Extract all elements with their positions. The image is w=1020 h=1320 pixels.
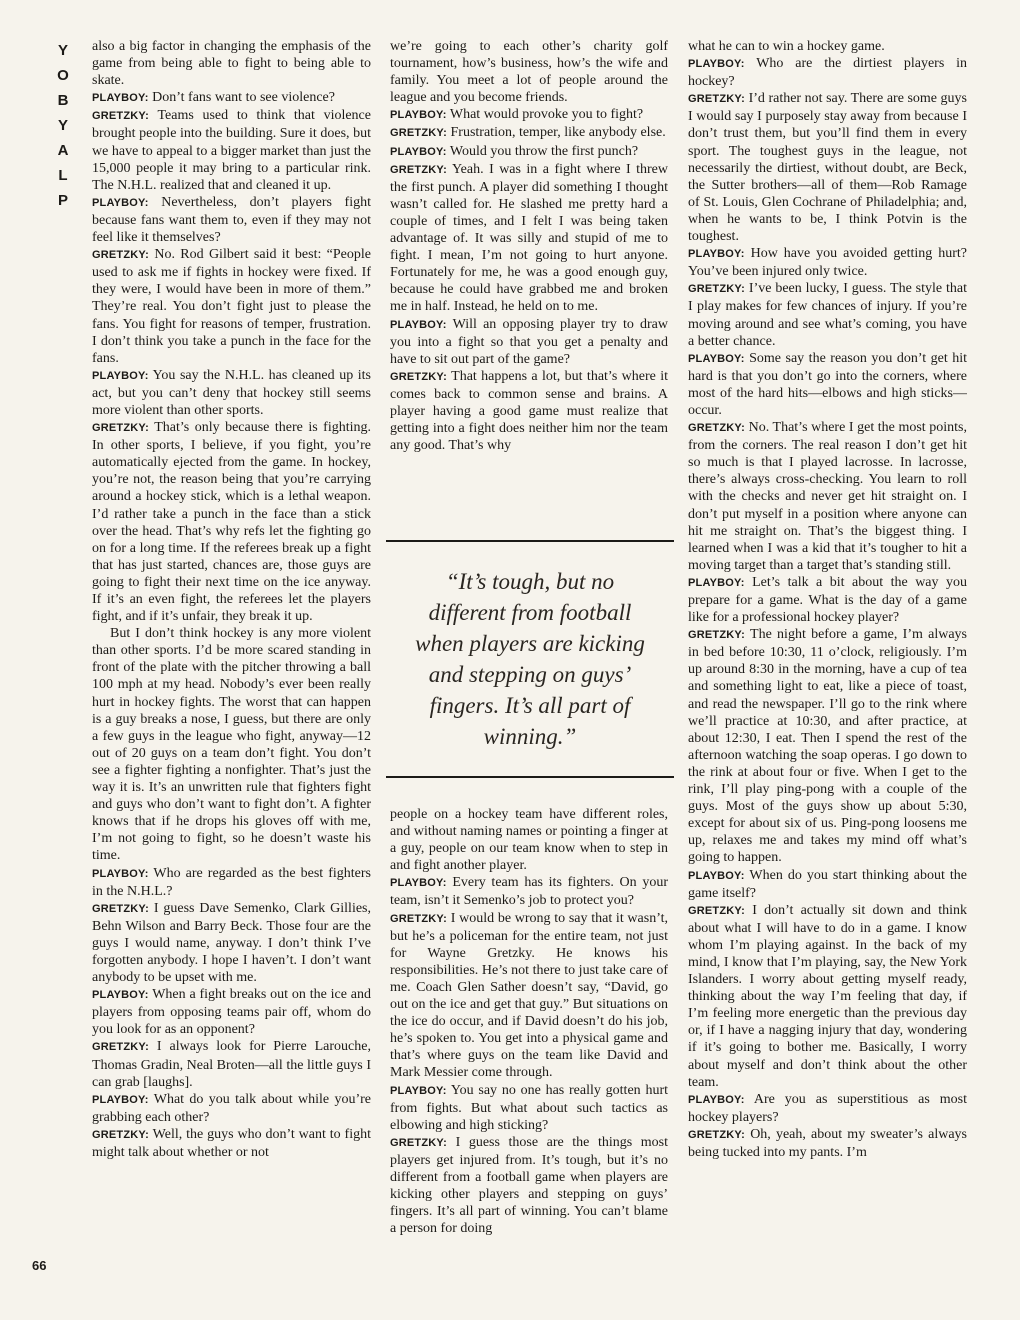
paragraph-text: Well, the guys who don’t want to fight might talk about whether or not (92, 1126, 371, 1160)
speaker-label-gretzky: GRETZKY: (688, 1128, 746, 1141)
paragraph-text: I always look for Pierre Larouche, Thomas Gradin, Neal Broten—all the little guys I can grab [laughs]. (92, 1039, 371, 1090)
speaker-label-playboy: PLAYBOY: (92, 989, 149, 1002)
paragraph-text: You say no one has really gotten hurt from fights. But what about such tactics as elbowing and high sticking? (390, 1082, 668, 1133)
speaker-label-gretzky: GRETZKY: (92, 249, 150, 262)
speaker-label-gretzky: GRETZKY: (92, 422, 150, 435)
interview-paragraph (688, 280, 967, 349)
masthead-letter: L (58, 167, 68, 184)
interview-paragraph (92, 194, 371, 246)
paragraph-text: That happens a lot, but that’s where it comes back to common sense and brains. A player having a good game must realize that getting into a fight does neither him nor the team any good. That’s why (390, 368, 668, 454)
interview-paragraph (688, 419, 967, 574)
speaker-label-playboy: PLAYBOY: (390, 145, 447, 158)
speaker-label-gretzky: GRETZKY: (688, 629, 746, 642)
speaker-label-gretzky: GRETZKY: (92, 1041, 150, 1054)
interview-paragraph (92, 865, 371, 900)
paragraph-text: we’re going to each other’s charity golf tournament, how’s business, how’s the wife and family. You meet a lot of people around the league and you become friends. (390, 39, 668, 106)
paragraph-text: I guess Dave Semenko, Clark Gillies, Behn Wilson and Barry Beck. Those four are the guys I would name, anyway. I don’t think I’ve forgotten anybody. I hope I haven’t. I don’t want anybody to be upset with me. (92, 900, 371, 986)
paragraph-text: I’ve been lucky, I guess. The style that I play makes for few chances of injury. If you’re moving around and see what’s coming, you have a better chance. (688, 281, 967, 349)
interview-paragraph (390, 143, 668, 161)
interview-paragraph (688, 1126, 967, 1161)
pull-quote-text: “It’s tough, but no different from football when players are kicking and stepping on guys’ fingers. It’s all part of winning.” (415, 569, 645, 749)
interview-paragraph (92, 625, 371, 864)
speaker-label-gretzky: GRETZKY: (390, 127, 448, 140)
speaker-label-playboy: PLAYBOY: (390, 109, 447, 122)
speaker-label-gretzky: GRETZKY: (92, 902, 150, 915)
speaker-label-playboy: PLAYBOY: (688, 869, 745, 882)
paragraph-text: The night before a game, I’m always in bed before 10:30, 11 o’clock, religiously. I’m up around 8:30 in the morning, have a cup of tea and something light to eat, like a piece of toast, and read the newspaper. I’ll go to the rink where we’ll practice at 10:30, and after practice, at about 12:30, I eat. Then I spend the rest of the afternoon watching the soap operas. I go down to the rink at about four or five. When I get to the rink, I’ll play ping-pong with a couple of the guys. Most of the guys show up about 5:30, except for about six of us. Ping-pong loosens me up, relaxes me and takes my mind off what’s going to happen. (688, 627, 967, 866)
speaker-label-gretzky: GRETZKY: (390, 912, 448, 925)
speaker-label-playboy: PLAYBOY: (390, 877, 447, 890)
masthead-letter: B (57, 92, 69, 109)
interview-paragraph (390, 368, 668, 454)
paragraph-text: But I don’t think hockey is any more violent than other sports. I’d be more scared standing in front of the plate with the pitcher throwing a ball 100 mph at my head. Nobody’s ever been really hurt in hockey fights. The worst that can happen is a guy breaks a nose, I guess, but there are only a few guys in the league who fight, anyway—12 out of 20 guys on a team don’t fight. You don’t see a fighter fighting a nonfighter. That’s just the way it is. It’s an unwritten rule that fighters fight and guys who don’t want to fight don’t. A fighter knows that if he drops his gloves off with me, I’m not going to fight, so he doesn’t waste his time. (92, 626, 371, 864)
paragraph-text: Don’t fans want to see violence? (152, 90, 335, 106)
paragraph-text: I would be wrong to say that it wasn’t, but he’s a policeman for the entire team, not just for Wayne Gretzky. He knows his responsibilities. He’s not there to just take care of me. Coach Glen Sather doesn’t say, “David, go out on the ice and get that guy.” But situations on the ice do occur, and if David doesn’t do his job, he’s spoken to. You get into a physical game and that’s where guys on the team like David and Mark Messier come through. (390, 910, 668, 1081)
speaker-label-gretzky: GRETZKY: (390, 370, 448, 383)
interview-paragraph (688, 1091, 967, 1126)
masthead-letter: P (57, 192, 68, 209)
paragraph-text: No. Rod Gilbert said it best: “People used to ask me if fights in hockey were fixed. If they were, I would have been in more of them.” They’re real. You don’t fight just to please the fans. You fight for reasons of temper, frustration. I don’t think you take a punch in the face for the fans. (92, 247, 371, 366)
interview-paragraph (688, 38, 967, 55)
paragraph-text: I guess those are the things most players get injured from. It’s tough, but it’s no different from a football game when players are kicking other players and stepping on guys’ fingers. It’s all part of winning. You can’t blame a person for doing (390, 1134, 668, 1237)
speaker-label-playboy: PLAYBOY: (688, 58, 745, 71)
paragraph-text: When do you start thinking about the game itself? (688, 867, 967, 901)
interview-paragraph (688, 902, 967, 1091)
speaker-label-gretzky: GRETZKY: (688, 422, 746, 435)
paragraph-text: I don’t actually sit down and think about what I will have to do in a game. I know whom I’m playing against. In the back of my mind, I know that I’m playing, say, the New York Islanders. I worry about getting myself ready, thinking about the way I’m feeling that day, if I’m feeling more energetic than the previous day or, if I have a nagging injury that day, wondering if it’s going to bother me. Basically, I worry about myself and don’t think about the other team. (688, 902, 967, 1090)
paragraph-text: Who are regarded as the best fighters in the N.H.L.? (92, 865, 371, 899)
speaker-label-playboy: PLAYBOY: (688, 248, 745, 261)
paragraph-text: You say the N.H.L. has cleaned up its act, but you can’t deny that hockey still seems more violent than other sports. (92, 367, 371, 418)
interview-paragraph (92, 89, 371, 107)
masthead-letter: O (57, 67, 69, 84)
paragraph-text: Oh, yeah, about my sweater’s always being tucked into my pants. I’m (688, 1126, 967, 1160)
interview-paragraph (92, 1091, 371, 1126)
paragraph-text: Yeah. I was in a fight where I threw the first punch. A player did something I thought wasn’t called for. He slashed me pretty hard a couple of times, and I felt I was being taken advantage of. It was silly and stupid of me to fight. I mean, I’m not going to hurt anyone. Fortunately for me, he was a good enough guy, because he could have grabbed me and broken me in half. Instead, he held on to me. (390, 161, 668, 315)
interview-paragraph (92, 107, 371, 193)
interview-paragraph (688, 55, 967, 90)
interview-paragraph (390, 38, 668, 106)
speaker-label-playboy: PLAYBOY: (92, 867, 149, 880)
interview-paragraph (688, 245, 967, 280)
text-column-2-lower (390, 806, 668, 1237)
paragraph-text: Are you as superstitious as most hockey players? (688, 1091, 967, 1125)
interview-paragraph (390, 1134, 668, 1238)
paragraph-text: Let’s talk a bit about the way you prepare for a game. What is the day of a game like for a professional hockey player? (688, 574, 967, 626)
interview-paragraph (688, 626, 967, 866)
interview-paragraph (688, 350, 967, 419)
paragraph-text: what he can to win a hockey game. (688, 39, 885, 54)
interview-paragraph (390, 124, 668, 142)
speaker-label-playboy: PLAYBOY: (390, 1084, 447, 1097)
pull-quote-box (386, 540, 674, 778)
interview-paragraph (688, 90, 967, 245)
text-column-1 (92, 38, 371, 1290)
masthead-letter: Y (57, 117, 68, 134)
paragraph-text: Nevertheless, don’t players fight because fans want them to, even if they may not feel like it themselves? (92, 194, 371, 246)
paragraph-text: Frustration, temper, like anybody else. (450, 125, 666, 141)
paragraph-text: Will an opposing player try to draw you into a fight so that you get a penalty and have to sit out part of the game? (390, 316, 668, 367)
interview-paragraph (390, 316, 668, 368)
interview-paragraph (92, 367, 371, 419)
interview-paragraph (390, 161, 668, 316)
interview-paragraph (92, 986, 371, 1038)
interview-paragraph (390, 1082, 668, 1134)
speaker-label-playboy: PLAYBOY: (688, 1093, 745, 1106)
paragraph-text: people on a hockey team have different roles, and without naming names or pointing a finger at a guy, people on our team know when to step in and fight another player. (390, 807, 668, 874)
interview-paragraph (92, 419, 371, 625)
speaker-label-gretzky: GRETZKY: (688, 283, 746, 296)
speaker-label-gretzky: GRETZKY: (390, 1136, 448, 1149)
speaker-label-playboy: PLAYBOY: (688, 576, 745, 589)
paragraph-text: No. That’s where I get the most points, from the corners. The real reason I don’t get hit so much is that I played lacrosse. In lacrosse, there’s always cross-checking. You learn to roll with the checks and never get hit straight on. I don’t put myself in a position where anyone can hit me straight on. That’s the biggest thing. I learned when I was a kid that it’s tougher to hit a moving target than a target that’s standing still. (688, 420, 967, 573)
paragraph-text: What do you talk about while you’re grabbing each other? (92, 1091, 371, 1125)
playboy-masthead-vertical (52, 38, 74, 213)
page-number: 66 (32, 1258, 47, 1273)
interview-paragraph (92, 246, 371, 367)
speaker-label-gretzky: GRETZKY: (390, 163, 448, 176)
text-column-3 (688, 38, 967, 1290)
paragraph-text: also a big factor in changing the emphasis of the game from being able to fight to being able to skate. (92, 39, 371, 89)
paragraph-text: I’d rather not say. There are some guys I would say I purposely stay away from because I don’t trust them, but you’ll find them in every sport. The toughest guys in the league, not necessarily the dirtiest, without doubt, are Beck, the Sutter brothers—all of them—Rob Ramage of St. Louis, Glen Cochrane of Philadelphia; and, when he wants to be, I think Potvin is the toughest. (688, 91, 967, 245)
speaker-label-playboy: PLAYBOY: (92, 369, 149, 382)
speaker-label-playboy: PLAYBOY: (92, 92, 149, 105)
masthead-letter: A (57, 142, 69, 159)
interview-paragraph (92, 1126, 371, 1161)
text-column-2-upper (390, 38, 668, 526)
speaker-label-gretzky: GRETZKY: (688, 904, 746, 917)
speaker-label-playboy: PLAYBOY: (390, 318, 447, 331)
paragraph-text: Would you throw the first punch? (449, 143, 639, 159)
interview-paragraph (92, 900, 371, 986)
paragraph-text: What would provoke you to fight? (449, 107, 644, 123)
interview-paragraph (92, 1038, 371, 1090)
speaker-label-playboy: PLAYBOY: (92, 196, 149, 209)
paragraph-text: Teams used to think that violence brought people into the building. Sure it does, but we have to appeal to a bigger market than just the 15,000 people it may bring to a particular rink. The N.H.L. realized that and cleaned it up. (92, 108, 371, 193)
paragraph-text: Every team has its fighters. On your team, isn’t it Semenko’s job to protect you? (390, 875, 668, 909)
paragraph-text: Who are the dirtiest players in hockey? (688, 56, 967, 90)
interview-paragraph (390, 874, 668, 909)
paragraph-text: That’s only because there is fighting. In other sports, I believe, if you fight, you’re automatically ejected from the game. In hockey, you’re not, the reason being that you’re carrying around a hockey stick, which is a lethal weapon. I’d rather take a punch in the face than a stick over the head. That’s why refs let the fighting go on for a long time. If the referees break up a fight that has just started, chances are, those guys are going to fight their next time on the ice anyway. If it’s an even fight, the referees let the players fight, and if it’s unfair, they break it up. (92, 420, 371, 625)
speaker-label-gretzky: GRETZKY: (92, 110, 150, 123)
speaker-label-playboy: PLAYBOY: (688, 352, 745, 365)
interview-paragraph (92, 38, 371, 89)
interview-paragraph (688, 867, 967, 902)
interview-paragraph (390, 910, 668, 1082)
interview-paragraph (390, 106, 668, 124)
interview-paragraph (390, 806, 668, 874)
paragraph-text: When a fight breaks out on the ice and players from opposing teams pair off, whom do you look for as an opponent? (92, 987, 371, 1038)
speaker-label-playboy: PLAYBOY: (92, 1093, 149, 1106)
interview-paragraph (688, 574, 967, 626)
paragraph-text: How have you avoided getting hurt? You’ve been injured only twice. (688, 246, 967, 280)
masthead-letter: Y (57, 42, 68, 59)
speaker-label-gretzky: GRETZKY: (92, 1128, 150, 1141)
paragraph-text: Some say the reason you don’t get hit hard is that you don’t go into the corners, where most of the hard hits—elbows and high sticks—occur. (688, 350, 967, 418)
speaker-label-gretzky: GRETZKY: (688, 93, 746, 106)
